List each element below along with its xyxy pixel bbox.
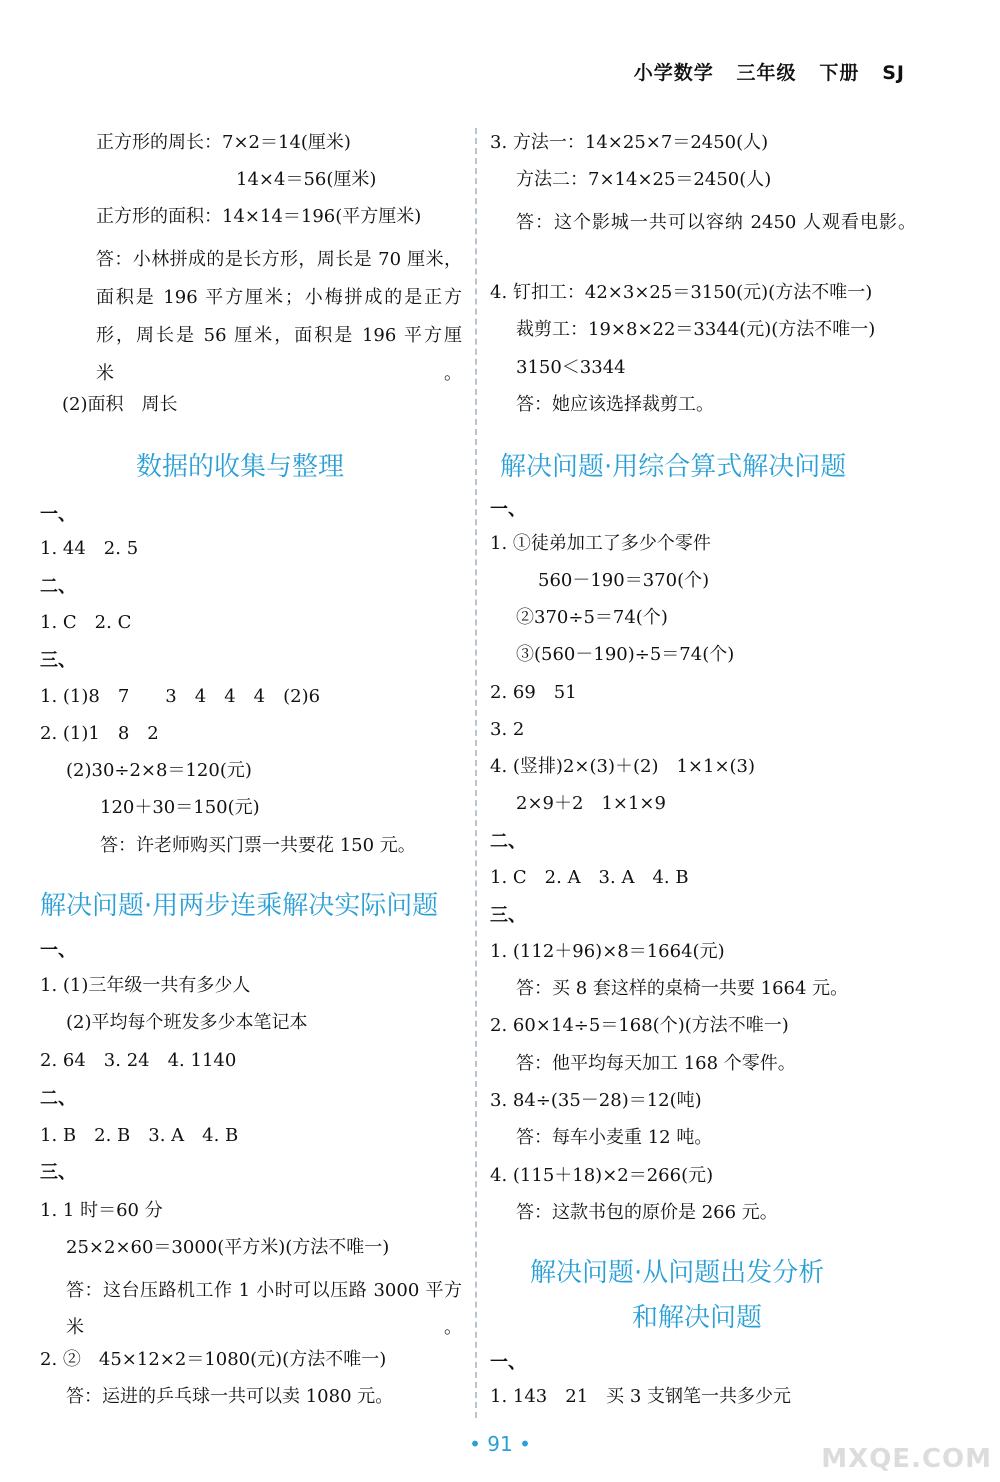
answer-line: 答：运进的乒乓球一共可以卖 1080 元。 bbox=[66, 1386, 394, 1407]
answer-line: 2. 60×14÷5＝168(个)(方法不唯一) bbox=[490, 1015, 789, 1036]
part-label: 二、 bbox=[490, 831, 526, 852]
book-header: 小学数学 三年级 下册 SJ bbox=[633, 62, 905, 84]
answer-line: 4. (115＋18)×2＝266(元) bbox=[490, 1165, 714, 1186]
answer-line: 1. C 2. C bbox=[40, 612, 132, 633]
answer-line: 正方形的周长：7×2＝14(厘米) bbox=[96, 132, 351, 153]
answer-line: ③(560－190)÷5＝74(个) bbox=[516, 644, 735, 665]
answer-line: 560－190＝370(个) bbox=[538, 570, 710, 591]
page-number: • 91 • bbox=[469, 1432, 531, 1456]
answer-line: 4. 钉扣工：42×3×25＝3150(元)(方法不唯一) bbox=[490, 282, 873, 303]
answer-line: 1. 1 时＝60 分 bbox=[40, 1200, 163, 1221]
answer-line: (2)面积 周长 bbox=[62, 394, 178, 415]
answer-line: 120＋30＝150(元) bbox=[100, 797, 260, 818]
section-title: 数据的收集与整理 bbox=[136, 452, 345, 482]
part-label: 一、 bbox=[40, 504, 76, 525]
answer-line: 3. 2 bbox=[490, 719, 525, 740]
column-divider bbox=[475, 128, 477, 1418]
answer-line: 3. 方法一：14×25×7＝2450(人) bbox=[490, 132, 769, 153]
part-label: 二、 bbox=[40, 576, 76, 597]
answer-line: 3. 84÷(35－28)＝12(吨) bbox=[490, 1090, 702, 1111]
part-label: 二、 bbox=[40, 1088, 76, 1109]
answer-line: 1. ①徒弟加工了多少个零件 bbox=[490, 533, 711, 554]
answer-line: ②370÷5＝74(个) bbox=[516, 607, 668, 628]
part-label: 一、 bbox=[490, 1352, 526, 1373]
answer-line: 答：她应该选择裁剪工。 bbox=[516, 394, 714, 415]
answer-line: 1. C 2. A 3. A 4. B bbox=[490, 867, 689, 888]
answer-paragraph: 答：这台压路机工作 1 小时可以压路 3000 平方米。 bbox=[66, 1280, 462, 1338]
section-title: 解决问题·用综合算式解决问题 bbox=[500, 452, 847, 482]
answer-line: 2. 64 3. 24 4. 1140 bbox=[40, 1050, 237, 1071]
answer-line: 答：许老师购买门票一共要花 150 元。 bbox=[100, 835, 416, 856]
answer-paragraph: 答：小林拼成的是长方形，周长是 70 厘米，面积是 196 平方厘米；小梅拼成的是正方形，周长是 56 厘米，面积是 196 平方厘米。 bbox=[96, 249, 462, 384]
part-label: 一、 bbox=[490, 499, 526, 520]
answer-line: 方法二：7×14×25＝2450(人) bbox=[516, 169, 772, 190]
answer-line: 2×9＋2 1×1×9 bbox=[516, 793, 666, 814]
part-label: 一、 bbox=[40, 940, 76, 961]
answer-line: 1. 143 21 买 3 支钢笔一共多少元 bbox=[490, 1386, 792, 1407]
answer-line: 1. (1)三年级一共有多少人 bbox=[40, 975, 251, 996]
answer-line: 1. (1)8 7 3 4 4 4 (2)6 bbox=[40, 686, 321, 707]
part-label: 三、 bbox=[40, 1162, 76, 1183]
section-title: 解决问题·从问题出发分析 bbox=[530, 1258, 825, 1288]
answer-line: 4. (竖排)2×(3)＋(2) 1×1×(3) bbox=[490, 756, 756, 777]
watermark-logo: MXQE.COM bbox=[821, 1444, 992, 1474]
part-label: 三、 bbox=[40, 650, 76, 671]
answer-line: 2. ② 45×12×2＝1080(元)(方法不唯一) bbox=[40, 1349, 387, 1370]
answer-line: 1. B 2. B 3. A 4. B bbox=[40, 1125, 239, 1146]
answer-paragraph: 答：这个影城一共可以容纳 2450 人观看电影。 bbox=[516, 212, 916, 233]
section-title: 解决问题·用两步连乘解决实际问题 bbox=[40, 891, 439, 921]
answer-line: 1. 44 2. 5 bbox=[40, 538, 139, 559]
answer-line: (2)30÷2×8＝120(元) bbox=[66, 760, 252, 781]
answer-line: 14×4＝56(厘米) bbox=[236, 169, 377, 190]
answer-line: 25×2×60＝3000(平方米)(方法不唯一) bbox=[66, 1237, 390, 1258]
part-label: 三、 bbox=[490, 905, 526, 926]
answer-line: 正方形的面积：14×14＝196(平方厘米) bbox=[96, 206, 422, 227]
answer-line: 2. (1)1 8 2 bbox=[40, 723, 159, 744]
answer-line: 3150＜3344 bbox=[516, 357, 626, 378]
answer-line: 答：这款书包的原价是 266 元。 bbox=[516, 1202, 778, 1223]
answer-line: 答：买 8 套这样的桌椅一共要 1664 元。 bbox=[516, 978, 849, 999]
answer-line: 裁剪工：19×8×22＝3344(元)(方法不唯一) bbox=[516, 319, 876, 340]
answer-line: 答：他平均每天加工 168 个零件。 bbox=[516, 1053, 796, 1074]
answer-line: 答：每车小麦重 12 吨。 bbox=[516, 1127, 713, 1148]
answer-line: 2. 69 51 bbox=[490, 682, 577, 703]
answer-line: (2)平均每个班发多少本笔记本 bbox=[66, 1012, 308, 1033]
answer-line: 1. (112＋96)×8＝1664(元) bbox=[490, 941, 725, 962]
section-title: 和解决问题 bbox=[632, 1303, 763, 1333]
